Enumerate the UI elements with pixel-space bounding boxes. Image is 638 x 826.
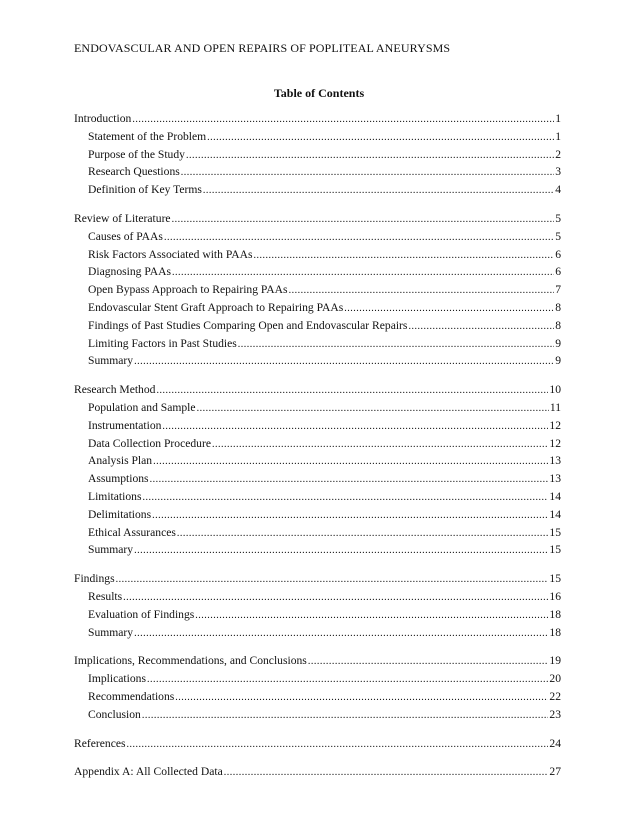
toc-entry-title: Ethical Assurances (88, 525, 176, 539)
toc-subentry (74, 181, 561, 199)
toc-entry-page: 12 (549, 418, 561, 432)
toc-entry-title: Definition of Key Terms (88, 183, 202, 197)
toc-section-heading (74, 381, 561, 399)
toc-subentry (74, 524, 561, 542)
toc-entry-page: 1 (555, 112, 561, 125)
toc-entry-page: 16 (549, 589, 561, 603)
toc-section (74, 570, 561, 641)
toc-entry-title: Findings of Past Studies Comparing Open and Endovascular Repairs (88, 318, 408, 332)
toc-entry-title: Review of Literature (74, 211, 171, 225)
dot-leader (147, 671, 548, 689)
dot-leader (212, 436, 548, 454)
toc-subentry (74, 541, 561, 559)
toc-entry-title: Results (88, 589, 123, 603)
toc-entry-title: Research Questions (88, 165, 180, 179)
dot-leader (152, 507, 548, 525)
toc-entry-page: 5 (555, 229, 561, 243)
toc-entry-page: 19 (549, 654, 561, 668)
toc-section-heading (74, 763, 561, 781)
toc-entry-page: 18 (549, 625, 561, 639)
toc-entry-title: Conclusion (88, 707, 141, 721)
toc-subentry (74, 670, 561, 688)
toc-entry-page: 11 (549, 400, 561, 414)
toc-subentry (74, 399, 561, 417)
dot-leader (162, 418, 548, 436)
dot-leader (195, 607, 548, 625)
toc-subentry (74, 588, 561, 606)
dot-leader (408, 318, 554, 336)
toc-subentry (74, 335, 561, 353)
toc-entry-title: Introduction (74, 112, 132, 125)
toc-entry-title: Open Bypass Approach to Repairing PAAs (88, 283, 288, 297)
dot-leader (116, 571, 549, 589)
toc-entry-page: 14 (549, 507, 561, 521)
dot-leader (289, 282, 555, 300)
dot-leader (175, 689, 548, 707)
toc-entry-title: Endovascular Stent Graft Approach to Repairing PAAs (88, 300, 344, 314)
toc-subentry (74, 146, 561, 164)
toc-entry-title: Statement of the Problem (88, 129, 207, 143)
toc-entry-title: Summary (88, 543, 134, 557)
dot-leader (134, 353, 554, 371)
toc-entry-page: 9 (555, 336, 561, 350)
toc-subentry (74, 352, 561, 370)
toc-section (74, 763, 561, 781)
toc-entry-title: Limitations (88, 489, 142, 503)
toc-entry-title: Analysis Plan (88, 454, 153, 468)
toc-subentry (74, 506, 561, 524)
toc-entry-page: 6 (555, 265, 561, 279)
toc-subentry (74, 317, 561, 335)
dot-leader (344, 300, 554, 318)
dot-leader (123, 589, 548, 607)
toc-subentry (74, 706, 561, 724)
toc-subentry (74, 488, 561, 506)
toc-entry-title: Delimitations (88, 507, 152, 521)
toc-entry-title: Implications (88, 672, 146, 686)
toc-section (74, 652, 561, 723)
toc-entry-title: Research Method (74, 383, 156, 397)
dot-leader (164, 229, 554, 247)
toc-entry-page: 13 (549, 472, 561, 486)
toc-entry-title: Appendix A: All Collected Data (74, 765, 223, 779)
table-of-contents (74, 110, 561, 792)
toc-subentry (74, 417, 561, 435)
dot-leader (142, 489, 548, 507)
toc-entry-page: 4 (555, 183, 561, 197)
toc-entry-title: Implications, Recommendations, and Conclusions (74, 654, 307, 668)
toc-entry-title: Limiting Factors in Past Studies (88, 336, 237, 350)
toc-subentry (74, 470, 561, 488)
toc-entry-title: Evaluation of Findings (88, 607, 195, 621)
toc-entry-page: 24 (549, 736, 561, 750)
dot-leader (181, 164, 554, 182)
toc-entry-page: 2 (555, 147, 561, 161)
toc-subentry (74, 228, 561, 246)
toc-entry-page: 1 (555, 129, 561, 143)
dot-leader (177, 525, 549, 543)
toc-entry-page: 22 (549, 689, 561, 703)
dot-leader (127, 736, 549, 754)
toc-subentry (74, 263, 561, 281)
toc-entry-title: Causes of PAAs (88, 229, 163, 243)
dot-leader (203, 182, 554, 200)
toc-entry-title: Recommendations (88, 689, 175, 703)
dot-leader (224, 764, 549, 782)
toc-entry-title: Assumptions (88, 472, 149, 486)
dot-leader (134, 542, 548, 560)
toc-subentry (74, 163, 561, 181)
dot-leader (150, 471, 549, 489)
toc-subentry (74, 688, 561, 706)
toc-entry-page: 10 (549, 383, 561, 397)
toc-entry-title: Purpose of the Study (88, 147, 185, 161)
dot-leader (207, 129, 554, 147)
toc-entry-title: References (74, 736, 126, 750)
toc-entry-page: 15 (549, 525, 561, 539)
toc-section-heading (74, 735, 561, 753)
toc-entry-page: 8 (555, 300, 561, 314)
dot-leader (308, 653, 549, 671)
toc-entry-title: Risk Factors Associated with PAAs (88, 247, 253, 261)
toc-entry-title: Summary (88, 354, 134, 368)
dot-leader (156, 382, 548, 400)
running-head: ENDOVASCULAR AND OPEN REPAIRS OF POPLITEAL ANEURYSMS (74, 41, 451, 55)
toc-title: Table of Contents (273, 86, 365, 100)
toc-entry-page: 8 (555, 318, 561, 332)
dot-leader (153, 453, 548, 471)
toc-entry-page: 12 (549, 436, 561, 450)
toc-entry-page: 3 (555, 165, 561, 179)
toc-subentry (74, 299, 561, 317)
toc-entry-page: 13 (549, 454, 561, 468)
toc-entry-page: 27 (549, 765, 561, 779)
toc-entry-title: Findings (74, 572, 115, 586)
toc-entry-page: 14 (549, 489, 561, 503)
toc-entry-title: Data Collection Procedure (88, 436, 211, 450)
dot-leader (172, 264, 554, 282)
dot-leader (238, 336, 554, 354)
toc-entry-title: Diagnosing PAAs (88, 265, 171, 279)
toc-section-heading (74, 570, 561, 588)
toc-section (74, 735, 561, 753)
toc-subentry (74, 606, 561, 624)
toc-subentry (74, 246, 561, 264)
dot-leader (172, 211, 555, 229)
toc-subentry (74, 435, 561, 453)
toc-section (74, 110, 561, 199)
toc-subentry (74, 128, 561, 146)
toc-entry-title: Instrumentation (88, 418, 162, 432)
toc-entry-page: 9 (555, 354, 561, 368)
toc-entry-page: 15 (549, 543, 561, 557)
toc-entry-page: 6 (555, 247, 561, 261)
toc-subentry (74, 281, 561, 299)
toc-entry-page: 7 (555, 283, 561, 297)
toc-entry-page: 18 (549, 607, 561, 621)
dot-leader (132, 111, 554, 129)
toc-section (74, 210, 561, 370)
dot-leader (142, 707, 549, 725)
toc-entry-page: 5 (555, 211, 561, 225)
toc-entry-page: 15 (549, 572, 561, 586)
toc-entry-title: Summary (88, 625, 134, 639)
toc-section-heading (74, 110, 561, 128)
dot-leader (134, 625, 548, 643)
toc-section (74, 381, 561, 559)
toc-entry-title: Population and Sample (88, 400, 196, 414)
dot-leader (253, 247, 554, 265)
toc-entry-page: 23 (549, 707, 561, 721)
toc-section-heading (74, 210, 561, 228)
dot-leader (197, 400, 549, 418)
toc-section-heading (74, 652, 561, 670)
toc-subentry (74, 624, 561, 642)
toc-subentry (74, 452, 561, 470)
toc-entry-page: 20 (549, 672, 561, 686)
dot-leader (186, 147, 554, 165)
